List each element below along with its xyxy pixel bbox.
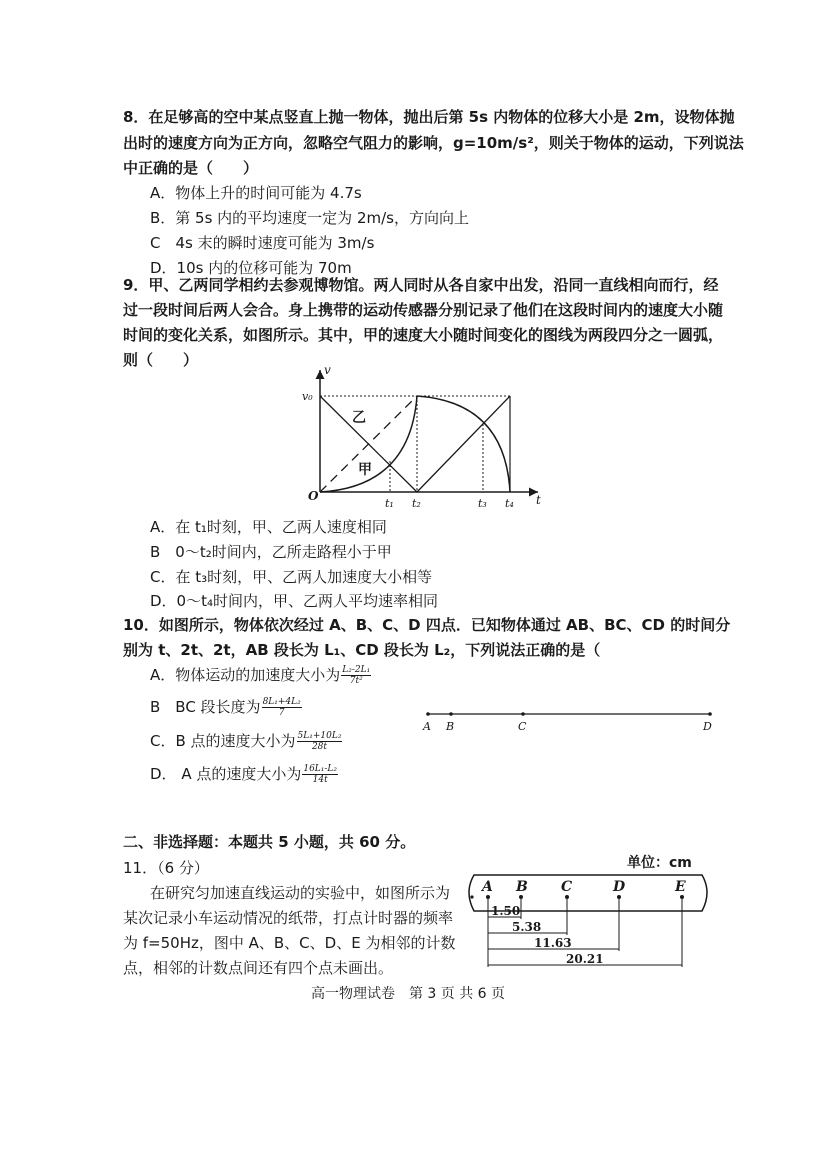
q10-point-c-dot [521,712,525,716]
label-yi: 乙 [352,410,366,426]
q11-stem-line3: 为 f=50Hz，图中 A、B、C、D、E 为相邻的计数 [123,934,456,952]
q9-vt-graph [300,362,560,512]
q10-stem-line2: 别为 t、2t、2t，AB 段长为 L₁、CD 段长为 L₂，下列说法正确的是（ [123,641,601,659]
tape-unit-label: 单位：cm [627,855,692,871]
q10-option-a-den: 7t² [349,676,363,686]
q9-stem-line3: 时间的变化关系，如图所示。其中，甲的速度大小随时间变化的图线为两段四分之一圆弧， [123,326,724,344]
dim-label-ab: 1.50 [491,904,521,918]
q10-option-d-prefix: D． A 点的速度大小为 [150,765,302,783]
q10-option-a [150,665,371,686]
q9-option-a: A．在 t₁时刻，甲、乙两人速度相同 [150,518,387,536]
q10-point-c-label: C [518,720,527,733]
tick-t1: t₁ [385,497,394,510]
tape-point-a-dot [486,895,490,899]
q11-stem-line2: 某次记录小车运动情况的纸带，打点计时器的频率 [123,909,454,927]
tick-t3: t₃ [478,497,487,510]
q10-points-figure [415,704,725,734]
q10-option-c-prefix: C．B 点的速度大小为 [150,732,296,750]
yi-line-up [417,396,510,492]
q10-option-b-den: 7 [278,708,285,718]
q9-option-c: C．在 t₃时刻，甲、乙两人加速度大小相等 [150,568,433,586]
q11-stem-line1: 在研究匀加速直线运动的实验中，如图所示为 [150,884,451,902]
q10-option-c [150,731,342,752]
q10-point-b-label: B [446,720,455,733]
q10-option-a-fraction [341,665,371,686]
q9-stem-line2: 过一段时间后两人会合。身上携带的运动传感器分别记录了他们在这段时间内的速度大小随 [123,301,724,319]
section2-title: 二、非选择题：本题共 5 小题，共 60 分。 [123,833,416,851]
label-v: v [324,363,331,377]
q8-option-c: C 4s 末的瞬时速度可能为 3m/s [150,234,375,252]
label-v0: v₀ [302,390,313,403]
q9-stem-line1: 9．甲、乙两同学相约去参观博物馆。两人同时从各自家中出发，沿同一直线相向而行，经 [123,276,719,294]
q8-option-b: B．第 5s 内的平均速度一定为 2m/s，方向向上 [150,209,469,227]
q11-header: 11．（6 分） [123,859,209,877]
tape-point-a-label: A [482,879,493,895]
q10-stem-line1: 10．如图所示，物体依次经过 A、B、C、D 四点．已知物体通过 AB、BC、CD 的时间分 [123,616,731,634]
q10-option-b [150,697,302,718]
tape-point-b-dot [519,895,523,899]
q9-option-b: B 0～t₂时间内，乙所走路程小于甲 [150,543,392,561]
label-origin: O [308,489,319,503]
tape-point-d-label: D [613,879,626,895]
tick-t2: t₂ [412,497,421,510]
q10-option-d-den: 14t [312,775,328,785]
tape-point-d-dot [617,895,621,899]
q10-option-d-num: 16L₁-L₂ [303,764,338,774]
q10-point-d-label: D [703,720,712,733]
dim-label-ae: 20.21 [566,952,604,966]
q8-stem-line2: 出时的速度方向为正方向，忽略空气阻力的影响，g=10m/s²，则关于物体的运动，下列说法 [123,134,744,152]
dim-label-ac: 5.38 [512,920,542,934]
q10-option-d-fraction [302,764,338,785]
q10-point-b-dot [449,712,453,716]
tick-t4: t₄ [505,497,514,510]
q8-stem-line3: 中正确的是（ ） [123,159,259,177]
q8-option-d: D．10s 内的位移可能为 70m [150,259,352,277]
q11-paper-tape-figure [462,873,718,971]
q10-option-b-num: 8L₁+4L₂ [262,697,301,707]
q10-point-a-label: A [423,720,431,733]
tape-point-e-dot [680,895,684,899]
label-jia: 甲 [358,462,372,478]
q11-stem-line4: 点，相邻的计数点间还有四个点未画出。 [123,959,394,977]
q10-option-c-num: 5L₁+10L₂ [297,731,342,741]
q10-point-d-dot [708,712,712,716]
q10-option-b-prefix: B BC 段长度为 [150,698,261,716]
q8-stem-line1: 8．在足够高的空中某点竖直上抛一物体，抛出后第 5s 内物体的位移大小是 2m，设物体抛 [123,108,735,126]
q10-option-d [150,764,338,785]
label-t-axis: t [536,493,541,507]
q9-option-d: D．0～t₄时间内，甲、乙两人平均速率相同 [150,592,438,610]
tape-point-e-label: E [675,879,686,895]
q10-option-b-fraction [262,697,302,718]
tape-left-dot [470,895,473,898]
tape-point-c-label: C [561,879,573,895]
q10-option-a-num: L₂-2L₁ [342,665,371,675]
tape-point-b-label: B [516,879,528,895]
page-footer: 高一物理试卷 第 3 页 共 6 页 [310,986,506,1002]
q8-option-a: A．物体上升的时间可能为 4.7s [150,184,362,202]
q10-option-c-den: 28t [311,742,328,752]
q10-point-a-dot [426,712,430,716]
dim-label-ad: 11.63 [534,936,572,950]
q10-option-a-prefix: A．物体运动的加速度大小为 [150,666,341,684]
q10-option-c-fraction [297,731,343,752]
q9-stem-line4: 则（ ） [123,351,199,369]
tape-point-c-dot [565,895,569,899]
